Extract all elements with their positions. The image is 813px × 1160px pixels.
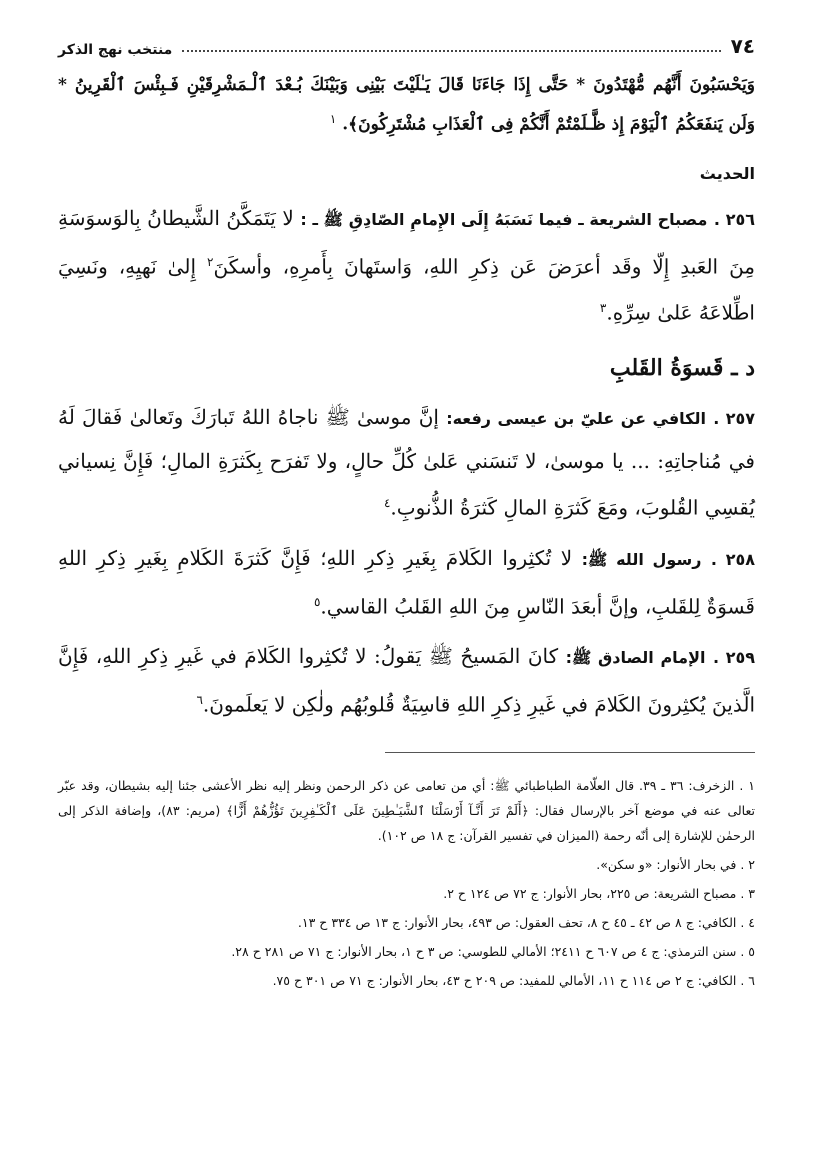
footnote-mark: ١ xyxy=(329,112,337,126)
page xyxy=(58,28,755,1138)
hadith-number: ٢٥٦ . xyxy=(713,209,756,229)
footnote-mark: ٥ xyxy=(313,594,321,609)
hadith-257 xyxy=(58,396,755,529)
subheading: د ـ قَسوَةُ القَلبِ xyxy=(609,354,755,381)
section-heading: الحديث xyxy=(699,163,755,183)
hadith-source: الكافي عن عليّ بن عيسى رفعه: xyxy=(446,408,706,428)
hadith-text: لا تُكثِروا الكَلامَ بِغَيرِ ذِكرِ اللهِ؛ فَإِنَّ كَثرَةَ الكَلامِ بِغَيرِ ذِكرِ اللهِ قَسوَةٌ لِلقَلبِ، وإنَّ أبعَدَ النّاسِ مِنَ اللهِ القَلبُ القاسي. xyxy=(58,545,755,619)
footnote-mark: ٣ xyxy=(599,301,607,316)
footnote: ٢ . في بحار الأنوار: «و سكن». xyxy=(596,856,755,872)
hadith-number: ٢٥٩ . xyxy=(712,648,755,668)
footnote: ٤ . الكافي: ج ٨ ص ٤٢ ـ ٤٥ ح ٨، تحف العقول: ص ٤٩٣، بحار الأنوار: ج ١٣ ص ٣٣٤ ح ١٣. xyxy=(297,914,755,930)
running-head xyxy=(58,28,755,58)
hadith-source: مصباح الشريعة ـ فيما نَسَبَهُ إِلَى الإِمامِ الصّادِقِ ﷺ ـ : xyxy=(300,209,708,229)
page-number: ٧٤ xyxy=(730,34,755,58)
hadith-text: لا يَتَمَكَّنُ الشَّيطانُ بِالوَسوَسَةِ مِنَ العَبدِ إِلّا وقَد أعرَضَ عَن ذِكرِ اللهِ، وَاستَهانَ بِأَمرِهِ، وأسكَنَ xyxy=(58,205,756,279)
hadith-text: إنَّ موسىٰ ﷺ ناجاهُ اللهُ تَبارَكَ وتَعالىٰ فَقالَ لَهُ في مُناجاتِهِ: ... يا موسىٰ، لا تَنسَني عَلىٰ كُلِّ حالٍ، ولا تَفرَح بِكَثرَةِ المالِ؛ فَإِنَّ نِسياني يُقسِي القُلوبَ، ومَعَ كَثرَةِ المالِ كَثرَةُ الذُّنوبِ. xyxy=(58,404,755,520)
hadith-text: كانَ المَسيحُ ﷺ يَقولُ: لا تُكثِروا الكَلامَ في غَيرِ ذِكرِ اللهِ، فَإِنَّ الَّذينَ يُكثِرونَ الكَلامَ في غَيرِ ذِكرِ اللهِ قاسِيَةٌ قُلوبُهُم ولٰكِن لا يَعلَمونَ. xyxy=(58,644,755,717)
hadith-number: ٢٥٨ . xyxy=(710,549,756,569)
footnote-mark: ٢ xyxy=(207,254,214,269)
hadith-text: إِلىٰ نَهيِهِ، ونَسِيَ اطِّلاعَهُ عَلىٰ سِرِّهِ. xyxy=(58,254,755,325)
leader-dots xyxy=(182,50,720,52)
footnotes xyxy=(58,773,755,993)
footnote: ١ . الزخرف: ٣٦ ـ ٣٩. قال العلّامة الطباطبائي ﷺ: أي من تعامى عن ذكر الرحمن ونظر إليه نظر الأعشى جئنا إليه بشيطان، وقد عبّر تعالى عنه في موضع آخر بالإرسال فقال: ﴿أَلَمْ تَرَ أَنَّـآ أَرْسَلْنَا ٱلشَّيَـٰطِينَ عَلَى ٱلْكَـٰفِرِينَ تَؤُزُّهُمْ أَزًّا﴾ (مريم: ٨٣)، وإضافة الذكر إلى الرحمٰن للإشارة إلى أنّه رحمة (الميزان في تفسير القرآن: ج ١٨ ص ١٠٢). xyxy=(58,777,756,843)
hadith-source: رسول الله ﷺ: xyxy=(581,549,702,569)
footnote: ٦ . الكافي: ج ٢ ص ١١٤ ح ١١، الأمالي للمفيد: ص ٢٠٩ ح ٤٣، بحار الأنوار: ج ٧١ ص ٣٠١ ح ٧٥. xyxy=(272,972,755,988)
hadith-259 xyxy=(58,635,755,726)
footnote: ٣ . مصباح الشريعة: ص ٢٢٥، بحار الأنوار: ج ٧٢ ص ١٢٤ ح ٢. xyxy=(443,885,755,901)
book-title: منتخب نهج الذكر xyxy=(58,42,173,58)
footnote: ٥ . سنن الترمذي: ج ٤ ص ٦٠٧ ح ٢٤١١؛ الأمالي للطوسي: ص ٣ ح ١، بحار الأنوار: ج ٧١ ص ٢٨١ ح ٢٨. xyxy=(231,943,755,959)
verse-text: وَيَحْسَبُونَ أَنَّهُم مُّهْتَدُونَ * حَتَّى إِذَا جَاءَنَا قَالَ يَـٰلَيْتَ بَيْنِى وَبَيْنَكَ بُـعْدَ ٱلْـمَشْرِقَيْنِ فَـبِئْسَ ٱلْقَرِينُ * وَلَن يَنفَعَكُمُ ٱلْيَوْمَ إِذ ظَّـلَمْتُمْ أَنَّكُمْ فِى ٱلْعَذَابِ مُشْتَرِكُونَ﴾. xyxy=(58,75,755,135)
footnote-mark: ٤ xyxy=(383,495,391,510)
footnote-divider xyxy=(385,752,755,753)
hadith-source: الإمام الصادق ﷺ: xyxy=(565,648,706,668)
quran-verse xyxy=(58,68,755,142)
hadith-258 xyxy=(58,537,755,628)
footnote-mark: ٦ xyxy=(196,693,203,708)
hadith-256 xyxy=(58,197,755,334)
hadith-number: ٢٥٧ . xyxy=(713,408,756,428)
